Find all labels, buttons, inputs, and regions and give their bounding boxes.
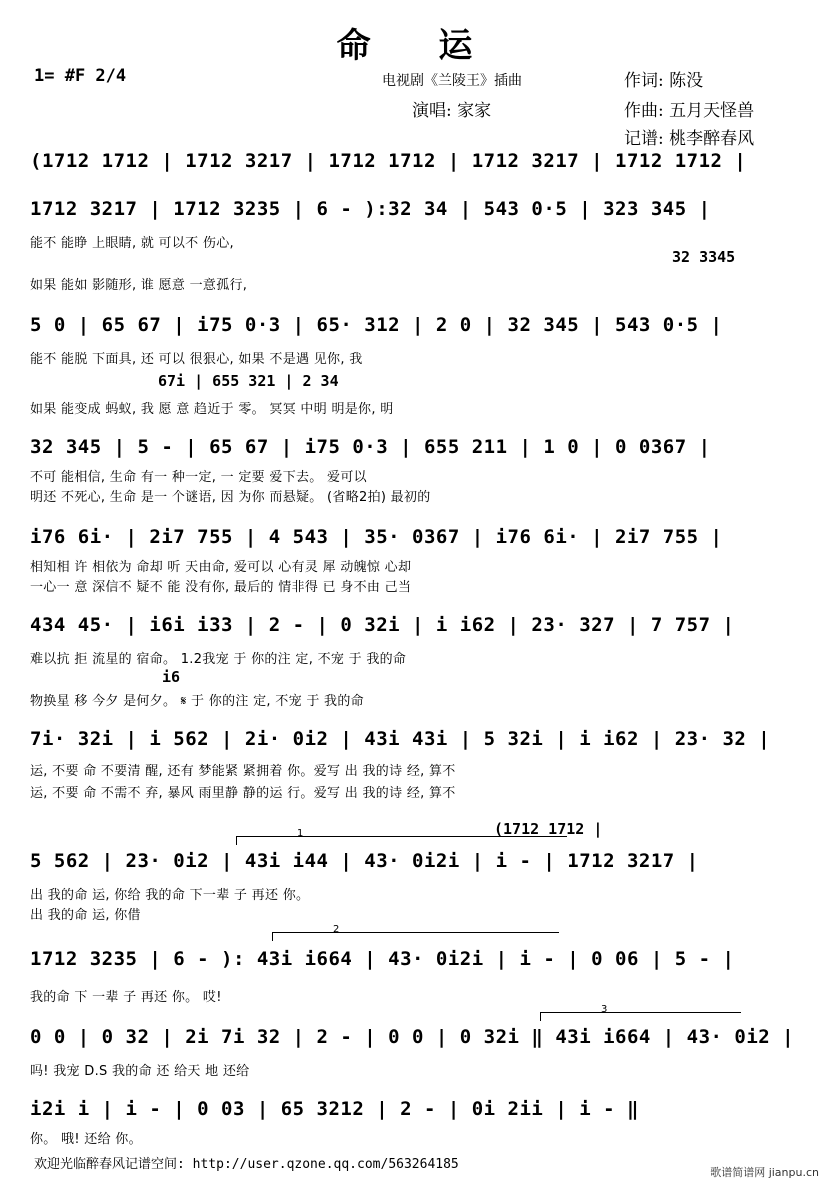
lyric-line-2: 物换星 移 今夕 是何夕。 𝄋 于 你的注 定, 不宠 于 我的命	[30, 694, 364, 709]
singer: 演唱: 家家	[412, 101, 492, 121]
notation-line: i76 6i· | 2i7 755 | 4 543 | 35· 0367 | i76 6i· | 2i7 755 |	[30, 526, 723, 548]
notation-line: 434 45· | i6i i33 | 2 - | 0 32i | i i62 | 23· 327 | 7 757 |	[30, 614, 735, 636]
key-signature: 1= #F 2/4	[34, 66, 127, 86]
lyric-line-2: 出 我的命 运, 你借	[30, 908, 141, 923]
volta-bracket-2: 2	[272, 932, 559, 941]
notation-line: 1712 3217 | 1712 3235 | 6 - ):32 34 | 543 0·5 | 323 345 |	[30, 198, 711, 220]
notation-line: i2i i | i - | 0 03 | 65 3212 | 2 - | 0i 2ii | i - ‖	[30, 1098, 639, 1120]
lyric-line-1: 我的命 下 一辈 子 再还 你。 哎!	[30, 990, 222, 1005]
lyric-line-2: 如果 能如 影随形, 谁 愿意 一意孤行,	[30, 278, 248, 293]
notation-line: (1712 1712 | 1712 3217 | 1712 1712 | 1712 3217 | 1712 1712 |	[30, 150, 747, 172]
song-title: 命 运	[336, 26, 501, 66]
lyric-line-2: 运, 不要 命 不需不 弃, 暴风 雨里静 静的运 行。爱写 出 我的诗 经, 算不	[30, 786, 456, 801]
volta-bracket-3: 3	[540, 1012, 741, 1021]
lyricist: 作词: 陈没	[624, 71, 704, 91]
notation-line: 32 345 | 5 - | 65 67 | i75 0·3 | 655 211 | 1 0 | 0 0367 |	[30, 436, 711, 458]
notation-line: 5 562 | 23· 0i2 | 43i i44 | 43· 0i2i | i - | 1712 3217 |	[30, 850, 699, 872]
notation-line: 0 0 | 0 32 | 2i 7i 32 | 2 - | 0 0 | 0 32i ‖ 43i i664 | 43· 0i2 |	[30, 1026, 795, 1048]
transcriber: 记谱: 桃李醉春风	[624, 129, 755, 149]
lyric-line-1: 吗! 我宠 D.S 我的命 还 给天 地 还给	[30, 1064, 250, 1079]
lyric-line-2: 一心一 意 深信不 疑不 能 没有你, 最后的 情非得 已 身不由 己当	[30, 580, 412, 595]
lyric-line-1: 能不 能脱 下面具, 还 可以 很狠心, 如果 不是遇 见你, 我	[30, 352, 363, 367]
lyric-line-1: 出 我的命 运, 你给 我的命 下一辈 子 再还 你。	[30, 888, 310, 903]
lyric-line-1: 难以抗 拒 流星的 宿命。 1.2我宠 于 你的注 定, 不宠 于 我的命	[30, 652, 407, 667]
footer-link-text: 欢迎光临醉春风记谱空间: http://user.qzone.qq.com/563264185	[34, 1157, 459, 1172]
lyric-line-1: 不可 能相信, 生命 有一 种一定, 一 定要 爱下去。 爱可以	[30, 470, 367, 485]
lyric-line-2: 明还 不死心, 生命 是一 个谜语, 因 为你 而悬疑。 (省略2拍) 最初的	[30, 490, 431, 505]
lyric-line-1: 运, 不要 命 不要清 醒, 还有 梦能紧 紧拥着 你。爱写 出 我的诗 经, 算不	[30, 764, 456, 779]
lyric-line-1: 能不 能睁 上眼睛, 就 可以不 伤心,	[30, 236, 234, 251]
subtitle: 电视剧《兰陵王》插曲	[382, 73, 522, 89]
volta-bracket-1: 1	[236, 836, 567, 845]
alt-notation: i6	[162, 668, 181, 686]
lyric-line-2: 如果 能变成 蚂蚁, 我 愿 意 趋近于 零。 冥冥 中明 明是你, 明	[30, 402, 394, 417]
composer: 作曲: 五月天怪兽	[624, 101, 755, 121]
alt-notation: 32 3345	[672, 248, 736, 266]
site-watermark: 歌谱简谱网 jianpu.cn	[710, 1166, 819, 1179]
lyric-line-1: 你。 哦! 还给 你。	[30, 1132, 142, 1147]
lyric-line-1: 相知相 许 相依为 命却 听 天由命, 爱可以 心有灵 犀 动魄惊 心却	[30, 560, 412, 575]
notation-line: 1712 3235 | 6 - ): 43i i664 | 43· 0i2i | i - | 0 06 | 5 - |	[30, 948, 735, 970]
alt-notation: (1712 1712 |	[494, 820, 603, 838]
alt-notation: 67i | 655 321 | 2 34	[158, 372, 339, 390]
notation-line: 7i· 32i | i 562 | 2i· 0i2 | 43i 43i | 5 32i | i i62 | 23· 32 |	[30, 728, 771, 750]
notation-line: 5 0 | 65 67 | i75 0·3 | 65· 312 | 2 0 | 32 345 | 543 0·5 |	[30, 314, 723, 336]
